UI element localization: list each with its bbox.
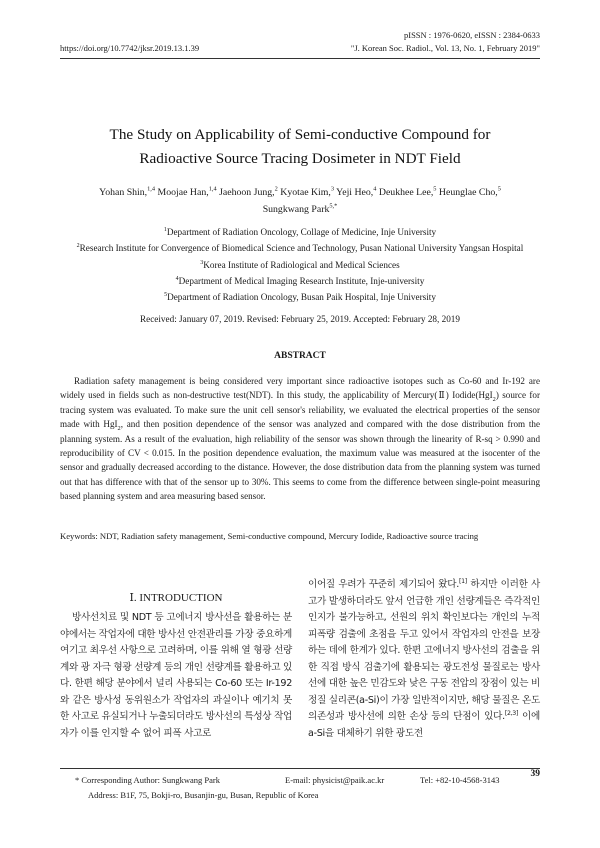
citation-ref[interactable]: [2,3] <box>504 709 519 717</box>
author-name: Heunglae Cho, <box>436 187 498 198</box>
author-name: Jaehoon Jung, <box>216 187 275 198</box>
author-affil-mark: 4 <box>373 185 377 193</box>
footer-divider <box>60 768 540 769</box>
author-name: Moojae Han, <box>155 187 209 198</box>
corresponding-author: * Corresponding Author: Sungkwang Park <box>75 775 220 785</box>
author-affil-mark: 3 <box>330 185 335 193</box>
body-column-right: 이어질 우려가 꾸준히 제기되어 왔다.[1] 하지만 이러한 사고가 발생하더라도 앞서 언급한 개인 선량계들은 즉각적인 인지가 불가능하고, 선원의 위치 확인보다는 개인의 누적피폭량 검출에 초점을 두고 있어서 작업자의 안전을 보장하는 데에 한계가 있다. 한편 고에너지 방사선의 검출을 위한 직접 방식 검출기에 활용되는 광도전성 물질로는 방사선에 대한 높은 민감도와 낮은 구동 전압의 장점이 있는 비정질 실리콘(a-Si)이 가장 일반적이지만, 해당 물질은 온도 의존성과 방사선에 의한 손상 등의 단점이 있다.[2,3] 이에 a-Si을 대체하기 위한 광도전 <box>308 577 540 739</box>
page-number: 39 <box>530 769 540 779</box>
citation-ref[interactable]: [1] <box>458 577 467 585</box>
header-divider <box>60 58 540 59</box>
author-name: Sungkwang Park <box>262 204 330 215</box>
affiliation-item: $^4$Department of Medical Imaging Research Institute, Inje-university <box>175 275 425 286</box>
affiliation-list <box>60 224 540 305</box>
affiliation-item: $^3$Korea Institute of Radiological and Medical Sciences <box>200 259 400 270</box>
journal-citation: "J. Korean Soc. Radiol., Vol. 13, No. 1, February 2019" <box>350 43 540 53</box>
received-dates: Received: January 07, 2019. Revised: February 25, 2019. Accepted: February 28, 2019 <box>140 314 460 324</box>
paper-title <box>60 123 540 171</box>
author-email[interactable]: E-mail: physicist@paik.ac.kr <box>285 775 385 785</box>
affiliation-item: $^5$Department of Radiation Oncology, Busan Paik Hospital, Inje University <box>164 292 436 303</box>
issn-line: pISSN : 1976-0620, eISSN : 2384-0633 <box>403 30 540 40</box>
body-column-left: 방사선치료 및 NDT 등 고에너지 방사선을 활용하는 분야에서는 작업자에 대한 방사선 안전관리를 가장 중요하게 여기고 최우선 사항으로 고려하며, 이를 위해 열 형광 선량계와 광 자극 형광 선량계 등의 개인 선량계를 활용하고 있다. 한편 해당 분야에서 널리 사용되는 Co-60 또는 Ir-192와 같은 방사성 동위원소가 작업자의 과실이나 예기치 못한 사고로 유실되거나 누출되더라도 방사선의 특성상 작업자가 이를 인지할 수 없어 피폭 사고로 <box>60 612 292 739</box>
abstract-body: Radiation safety management is being considered very important since radioactive isotopes such as Co-60 and Ir-192 are widely used in fields such as non-destructive test(NDT). In this study, the applicability of Mercury(Ⅱ) Iodide(HgI$_2$) source for tracing system was evaluated. To make sure the unit cell sensor's reliability, we evaluated the electrical properties of the sensor made with HgI$_2$, and then position dependence of the sensor was analyzed and compared with the dose distribution from the planning system. As a result of the evaluation, high reliability of the sensor was shown through the linearity of R-sq > 0.990 and reproducibility of CV < 0.015. In the position dependence evaluation, the maximum value was measured at the isocenter of the sensor and gradually decreased according to the distance. However, the dose distribution data from the planning system was turned out that has difference with that of the sensor up to 30%. This seems to come from the difference between single-point measuring based planning system and area measuring based sensor. <box>60 376 540 502</box>
author-affil-mark: 1,4 <box>208 185 217 193</box>
author-name: Yohan Shin, <box>99 187 148 198</box>
author-tel: Tel: +82-10-4568-3143 <box>420 775 500 785</box>
author-affil-mark: 5,* <box>329 202 338 210</box>
author-name: Kyotae Kim, <box>277 187 331 198</box>
affiliation-item: $^1$Department of Radiation Oncology, Collage of Medicine, Inje University <box>163 226 437 237</box>
author-affil-mark: 5 <box>497 185 501 193</box>
author-affil-mark: 1,4 <box>147 185 156 193</box>
section-heading-introduction: Ⅰ. INTRODUCTION <box>129 592 223 604</box>
abstract-heading: ABSTRACT <box>274 351 326 361</box>
keywords: Keywords: NDT, Radiation safety management, Semi-conductive compound, Mercury Iodide, Radioactive source tracing <box>60 531 479 541</box>
author-affil-mark: 2 <box>274 185 278 193</box>
affiliation-item: $^2$Research Institute for Convergence of Biomedical Science and Technology, Pusan National University Yangsan Hospital <box>76 243 524 254</box>
author-address: Address: B1F, 75, Bokji-ro, Busanjin-gu, Busan, Republic of Korea <box>88 790 319 800</box>
author-affil-mark: 5 <box>433 185 437 193</box>
author-name: Yeji Heo, <box>334 187 374 198</box>
title-line-1: The Study on Applicability of Semi-conductive Compound for <box>109 126 491 143</box>
author-name: Deukhee Lee, <box>376 187 434 198</box>
title-line-2: Radioactive Source Tracing Dosimeter in NDT Field <box>139 150 461 167</box>
author-list <box>60 184 540 218</box>
doi-link[interactable]: https://doi.org/10.7742/jksr.2019.13.1.39 <box>60 43 200 53</box>
